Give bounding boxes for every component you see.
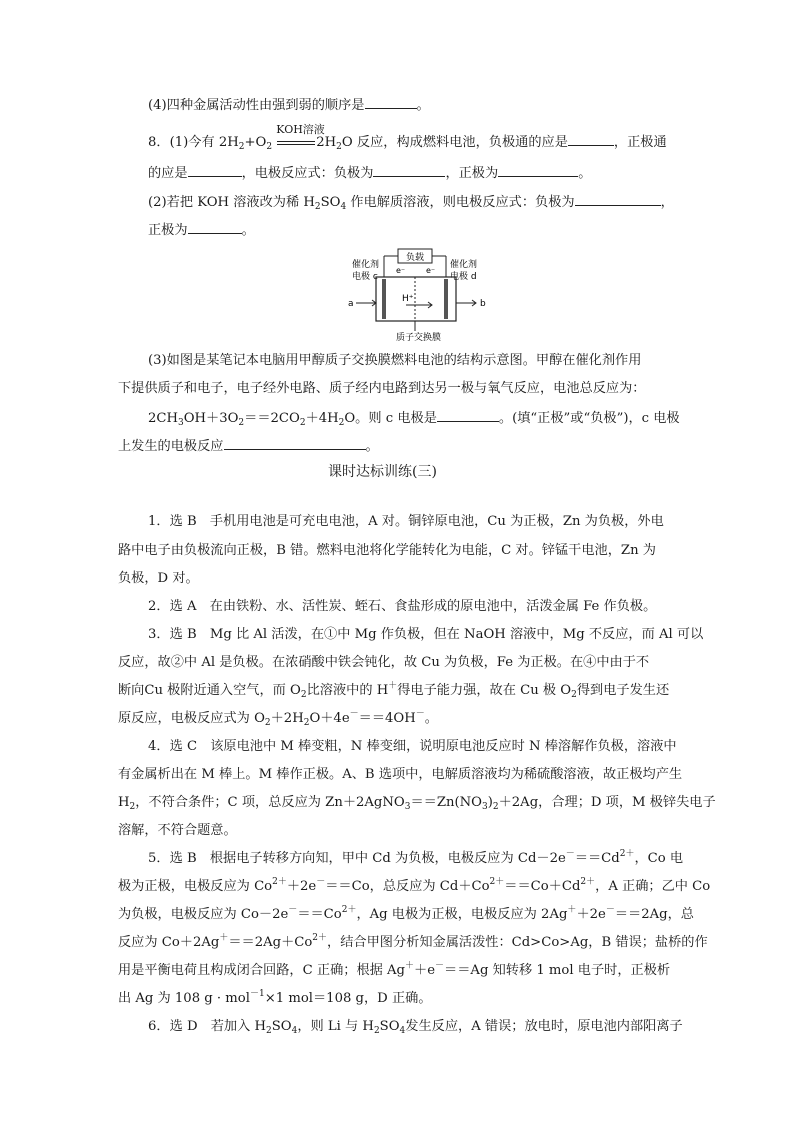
text: ，Co 电 <box>634 851 684 866</box>
answer-1-line-3: 负极，D 对。 <box>118 571 199 586</box>
text: ，Ag 电极为正极，电极反应为 2Ag <box>356 907 568 922</box>
text: ×1 mol＝108 g，D 正确。 <box>264 991 432 1006</box>
text: ，不符合条件；C 项，总反应为 Zn＋2AgNO <box>135 795 405 810</box>
text: ，正极为 <box>445 166 499 181</box>
text: 反应为 Co＋2Ag <box>118 935 220 950</box>
text: (2)若把 KOH 溶液改为稀 H <box>148 195 315 210</box>
text: ＋4H <box>305 411 339 426</box>
answer-5-line-4: 反应为 $Co+2Ag^+==2Ag+Co^{2+}$，结合甲图分析知金属活泼性：Cd>Co>Ag，B 错误；盐桥的作 <box>118 933 708 950</box>
answer-blank <box>568 133 614 146</box>
text: 出 Ag 为 108 g · mol <box>118 991 250 1006</box>
text: 得到电子发生还 <box>576 683 670 698</box>
answer-1-line-2: 路中电子由负极流向正极，B 错。燃料电池将化学能转化为电能，C 对。锌锰干电池，Zn 为 <box>118 543 656 558</box>
text: 正极为 <box>148 223 188 238</box>
text: ＋2e <box>286 879 317 894</box>
text: 得电子能力强，故在 Cu 极 O <box>397 683 572 698</box>
electron-label-right: e⁻ <box>426 266 436 275</box>
text: 。 <box>365 439 379 454</box>
left-electrode-label-2: 电极 c <box>352 272 378 282</box>
text: ＝＝2Ag＋Co <box>228 935 313 950</box>
answer-blank <box>575 193 661 206</box>
answer-4-line-2: 有金属析出在 M 棒上。M 棒作正极。A、B 选项中，电解质溶液均为稀硫酸溶液，故正极均产生 <box>118 767 683 782</box>
text: 6．选 D 若加入 H <box>148 1019 266 1034</box>
text: ＝＝Zn(NO <box>410 795 482 810</box>
fuel-cell-diagram <box>346 247 496 343</box>
answer-1-line-1: 1．选 B 手机用电池是可充电电池，A 对。铜锌原电池，Cu 为正极，Zn 为负极，外电 <box>148 514 664 529</box>
answer-blank <box>365 96 417 109</box>
answer-3-line-3: 断向Cu 极附近通入空气，而 $O_2$比溶液中的 H＋得电子能力强，故在 Cu 极 $O_2$得到电子发生还 <box>118 681 670 700</box>
text: ＝＝2Ag，总 <box>614 907 694 922</box>
section-title: 课时达标训练(三) <box>328 464 437 480</box>
text: ＝＝Ag 知转移 1 mol 电子时，正极析 <box>444 963 671 978</box>
answer-blank <box>437 409 499 422</box>
question-8-part-3-line-4 <box>118 437 379 456</box>
text: SO <box>320 195 341 210</box>
text: 。(填“正极”或“负极”)，c 电极 <box>498 411 680 426</box>
text: 比溶液中的 H <box>306 683 389 698</box>
answer-5-line-6: 出 Ag 为 108 g · mol$^{-1}$×1 mol＝108 g，D 正确。 <box>118 989 432 1006</box>
text: ＝＝4OH <box>358 711 416 726</box>
text: ＝＝2CO <box>244 411 300 426</box>
text: ＝＝Cd <box>574 851 620 866</box>
condition-label: KOH溶液 <box>276 123 325 136</box>
right-electrode-label-1: 催化剂 <box>450 260 478 270</box>
answer-6-line-1: 6．选 D 若加入 $H_2SO_4$，则 Li 与 $H_2SO_4$发生反应，A 错误；放电时，原电池内部阳离子 <box>148 1019 683 1036</box>
answer-blank <box>498 164 578 177</box>
text: ，A 正确；乙中 Co <box>595 879 711 894</box>
text: SO <box>379 1019 400 1034</box>
left-electrode-label-1: 催化剂 <box>352 260 380 270</box>
answer-blank <box>224 437 366 450</box>
question-8-line-1: 8．(1)今有 $2H_2+O_2$ KOH溶液 $2H_2O$ 反应，构成燃料电池，负极通的应是 ，正极通 <box>148 123 667 152</box>
text: 用是平衡电荷且构成闭合回路，C 正确；根据 Ag <box>118 963 406 978</box>
question-8-part-2-line-2 <box>148 221 255 240</box>
text: ) <box>487 795 493 810</box>
outlet-b-label: b <box>480 299 486 309</box>
electrode-c <box>382 279 386 319</box>
electron-label-left: e⁻ <box>396 266 406 275</box>
answer-2: 2．选 A 在由铁粉、水、活性炭、蛭石、食盐形成的原电池中，活泼金属 Fe 作负极。 <box>148 599 657 614</box>
answer-3-line-1: 3．选 B Mg 比 Al 活泼，在①中 Mg 作负极，但在 NaOH 溶液中，Mg 不反应，而 Al 可以 <box>148 627 704 642</box>
answer-4-line-1: 4．选 C 该原电池中 M 棒变粗，N 棒变细，说明原电池反应时 N 棒溶解作负极，溶液中 <box>148 739 677 754</box>
text: 为负极，电极反应为 Co－2e <box>118 907 289 922</box>
text: ＋e <box>414 963 436 978</box>
answer-3-line-4: 原反应，电极反应式为 $O_2+2H_2O+4e^-==4OH^-$。 <box>118 709 438 728</box>
text: ， <box>660 195 674 210</box>
text: 断向Cu 极附近通入空气，而 O <box>118 683 301 698</box>
text: ＋2e <box>576 907 606 922</box>
inlet-a-label: a <box>348 299 354 309</box>
text: ，电极反应式：负极为 <box>241 166 374 181</box>
answer-5-line-3: 为负极，电极反应为 $Co-2e^-==Co^{2+}$，Ag 电极为正极，电极反应为 2Ag＋＋2e－＝＝2Ag，总 <box>118 905 694 922</box>
membrane-label: 质子交换膜 <box>396 333 442 343</box>
question-8-part-3-line-3: $2CH_3OH+3O_2==2CO_2+4H_2O$。则 c 电极是 。(填“正极”或“负极”)，c 电极 <box>148 411 680 428</box>
text: 。 <box>241 223 255 238</box>
answer-blank <box>188 221 242 234</box>
text: OH＋3O <box>183 411 239 426</box>
text: ＝＝Co，总反应为 Cd＋Co <box>325 879 490 894</box>
text: ，结合甲图分析知金属活泼性：Cd>Co>Ag，B 错误；盐桥的作 <box>327 935 708 950</box>
text: H <box>118 795 130 810</box>
electrode-d <box>444 279 448 319</box>
text: ＝＝Co＋Cd <box>504 879 581 894</box>
text: ＝＝Co <box>297 907 342 922</box>
question-8-part-2-line-1: (2)若把 KOH 溶液改为稀 $H_2SO_4$ 作电解质溶液，则电极反应式：负极为 ， <box>148 195 674 212</box>
right-electrode-label-2: 电极 d <box>450 272 477 282</box>
text: 原反应，电极反应式为 O <box>118 711 265 726</box>
answer-5-line-2: 极为正极，电极反应为 $Co^{2+}+2e^-==Co$，总反应为 $Cd+Co^{2+}==Co+Cd^{2+}$，A 正确；乙中 Co <box>118 877 711 894</box>
answer-5-line-5: 用是平衡电荷且构成闭合回路，C 正确；根据 Ag＋＋e－＝＝Ag 知转移 1 mol 电子时，正极析 <box>118 961 671 978</box>
text: +O <box>244 135 267 150</box>
answer-blank <box>188 164 242 177</box>
text: 2H <box>316 135 337 150</box>
text: 。 <box>578 166 592 181</box>
question-7-part-4: (4)四种金属活动性由强到弱的顺序是 。 <box>148 98 430 113</box>
reaction-condition-arrow <box>276 123 325 152</box>
text: O 反应，构成燃料电池，负极通的应是 <box>341 135 568 150</box>
answer-4-line-4: 溶解，不符合题意。 <box>118 823 237 838</box>
text: ＋2Ag，合理；D 项，M 极锌失电子 <box>498 795 716 810</box>
text: 5．选 B 根据电子转移方向知，甲中 Cd 为负极，电极反应为 Cd－2e <box>148 851 566 866</box>
load-label: 负载 <box>405 253 425 263</box>
text: 极为正极，电极反应为 Co <box>118 879 273 894</box>
text: ＋2H <box>270 711 304 726</box>
text: 作电解质溶液，则电极反应式：负极为 <box>346 195 575 210</box>
text: 8．(1)今有 2H <box>148 135 239 150</box>
answer-5-line-1: 5．选 B 根据电子转移方向知，甲中 Cd 为负极，电极反应为 $Cd-2e^-==Cd^{2+}$，Co 电 <box>148 849 684 866</box>
question-8-part-3-line-2: 下提供质子和电子，电子经外电路、质子经内电路到达另一极与氧气反应，电池总反应为： <box>118 381 646 396</box>
text: ，则 Li 与 H <box>297 1019 374 1034</box>
text: (4)四种金属活动性由强到弱的顺序是 <box>148 98 365 113</box>
text: ，正极通 <box>613 135 667 150</box>
text: 上发生的电极反应 <box>118 439 224 454</box>
answer-blank <box>373 164 445 177</box>
text: 发生反应，A 错误；放电时，原电池内部阳离子 <box>405 1019 683 1034</box>
question-8-part-3-line-1: (3)如图是某笔记本电脑用甲醇质子交换膜燃料电池的结构示意图。甲醇在催化剂作用 <box>148 353 642 368</box>
text: O。则 c 电极是 <box>344 411 437 426</box>
text: SO <box>271 1019 292 1034</box>
proton-label: H⁺ <box>402 294 414 304</box>
answer-4-line-3: $H_2$，不符合条件；C 项，总反应为 $Zn+2AgNO_3==Zn(NO_3)_2+2Ag$，合理；D 项，M 极锌失电子 <box>118 795 716 812</box>
text: O＋4e <box>309 711 350 726</box>
text: 2CH <box>148 411 178 426</box>
answer-3-line-2: 反应，故②中 Al 是负极。在浓硝酸中铁会钝化，故 Cu 为负极，Fe 为正极。在④中由于不 <box>118 655 650 670</box>
text: 的应是 <box>148 166 188 181</box>
question-8-line-2 <box>148 164 591 183</box>
